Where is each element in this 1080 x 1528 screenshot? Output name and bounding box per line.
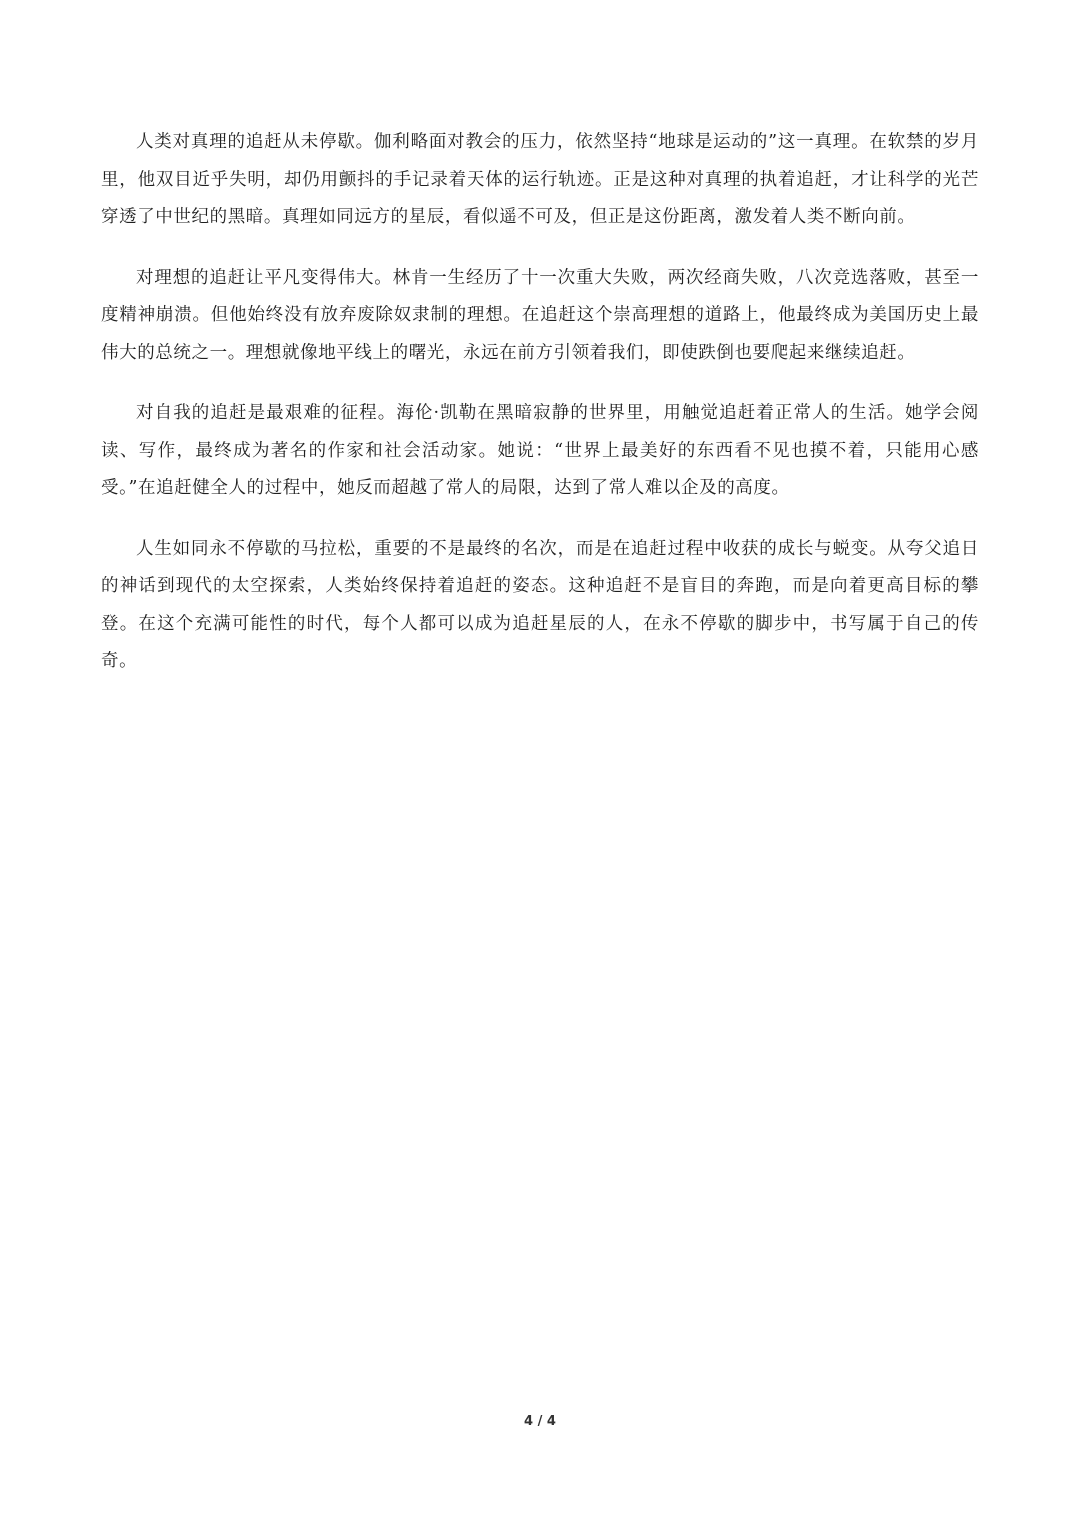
paragraph-truth: 人类对真理的追赶从未停歇。伽利略面对教会的压力，依然坚持“地球是运动的”这一真理。在软禁的岁月里，他双目近乎失明，却仍用颤抖的手记录着天体的运行轨迹。正是这种对真理的执着追赶，才让科学的光芒穿透了中世纪的黑暗。真理如同远方的星辰，看似遥不可及，但正是这份距离，激发着人类不断向前。 bbox=[101, 132, 979, 227]
paragraph-self: 对自我的追赶是最艰难的征程。海伦·凯勒在黑暗寂静的世界里，用触觉追赶着正常人的生活。她学会阅读、写作，最终成为著名的作家和社会活动家。她说：“世界上最美好的东西看不见也摸不着，只能用心感受。”在追赶健全人的过程中，她反而超越了常人的局限，达到了常人难以企及的高度。 bbox=[101, 403, 979, 498]
essay-body bbox=[101, 124, 979, 704]
paragraph-conclusion: 人生如同永不停歇的马拉松，重要的不是最终的名次，而是在追赶过程中收获的成长与蜕变。从夸父追日的神话到现代的太空探索，人类始终保持着追赶的姿态。这种追赶不是盲目的奔跑，而是向着更高目标的攀登。在这个充满可能性的时代，每个人都可以成为追赶星辰的人，在永不停歇的脚步中，书写属于自己的传奇。 bbox=[101, 538, 979, 671]
page-number: 4 / 4 bbox=[524, 1414, 556, 1429]
paragraph-ideal: 对理想的追赶让平凡变得伟大。林肯一生经历了十一次重大失败，两次经商失败，八次竞选落败，甚至一度精神崩溃。但他始终没有放弃废除奴隶制的理想。在追赶这个崇高理想的道路上，他最终成为美国历史上最伟大的总统之一。理想就像地平线上的曙光，永远在前方引领着我们，即使跌倒也要爬起来继续追赶。 bbox=[101, 267, 979, 363]
